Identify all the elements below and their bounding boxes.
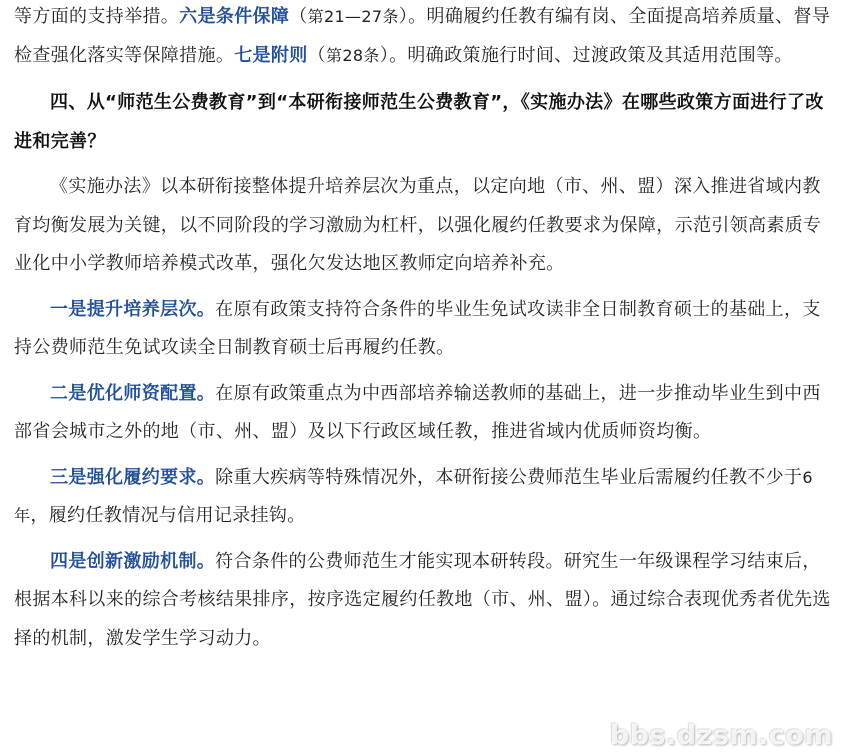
text-segment: 等方面的支持举措。 — [14, 6, 180, 27]
item-title: 四是创新激励机制。 — [50, 550, 216, 572]
item-text: 符合条件的公费师范生才能实现本研转段。研究生一年级课程学习结束后，根据本科以来的综合考核结果排序，按序选定履约任教地（市、州、盟）。通过综合表现优秀者优先选择的机制，激发学生学习动力。 — [14, 550, 831, 649]
item-title: 三是强化履约要求。 — [50, 466, 216, 488]
text-segment: （ — [307, 44, 326, 66]
item-text: 除重大疾病等特殊情况外，本研衔接公费师范生毕业后需履约任教不少于 — [215, 466, 803, 488]
article-range: 第21—27条 — [307, 7, 399, 26]
item-text: 在原有政策支持符合条件的毕业生免试攻读非全日制教育硕士的基础上，支持公费师范生免试攻读全日制教育硕士后再履约任教。 — [14, 298, 821, 358]
text-segment: ）。明确履约任教有编有岗、全面提高培养质量、督导检查强化落实等保障措施。 — [14, 6, 831, 66]
paragraph-item-1 — [14, 291, 836, 368]
item-text: 在原有政策重点为中西部培养输送教师的基础上，进一步推动毕业生到中西部省会城市之外的地（市、州、盟）及以下行政区域任教，推进省域内优质师资均衡。 — [14, 382, 821, 442]
paragraph-conditions — [14, 0, 836, 75]
text-segment: （ — [289, 6, 308, 27]
paragraph-item-3 — [14, 459, 836, 536]
watermark-text: bbs.dzsm.com — [609, 720, 833, 751]
item-title: 二是优化师资配置。 — [50, 382, 216, 404]
article-range: 第28条 — [325, 45, 380, 65]
paragraph-item-4 — [14, 543, 836, 659]
paragraph-overview: 《实施办法》以本研衔接整体提升培养层次为重点，以定向地（市、州、盟）深入推进省域内教育均衡发展为关键，以不同阶段的学习激励为杠杆，以强化履约任教要求为保障，示范引领高素质专业化中小学教师培养模式改革，强化欠发达地区教师定向培养补充。 — [14, 176, 822, 274]
paragraph-item-2 — [14, 375, 836, 452]
years-value: 6年 — [14, 467, 813, 525]
item-title: 一是提升培养层次。 — [50, 298, 216, 320]
item-text: ，履约任教情况与信用记录挂钩。 — [30, 505, 306, 526]
section-heading: 四、从“师范生公费教育”到“本研衔接师范生公费教育”，《实施办法》在哪些政策方面进行了改进和完善？ — [14, 92, 824, 152]
highlight-appendix: 七是附则 — [234, 44, 308, 66]
highlight-conditions: 六是条件保障 — [179, 6, 290, 27]
text-segment: ）。明确政策施行时间、过渡政策及其适用范围等。 — [379, 44, 793, 66]
article-body — [14, 0, 836, 658]
